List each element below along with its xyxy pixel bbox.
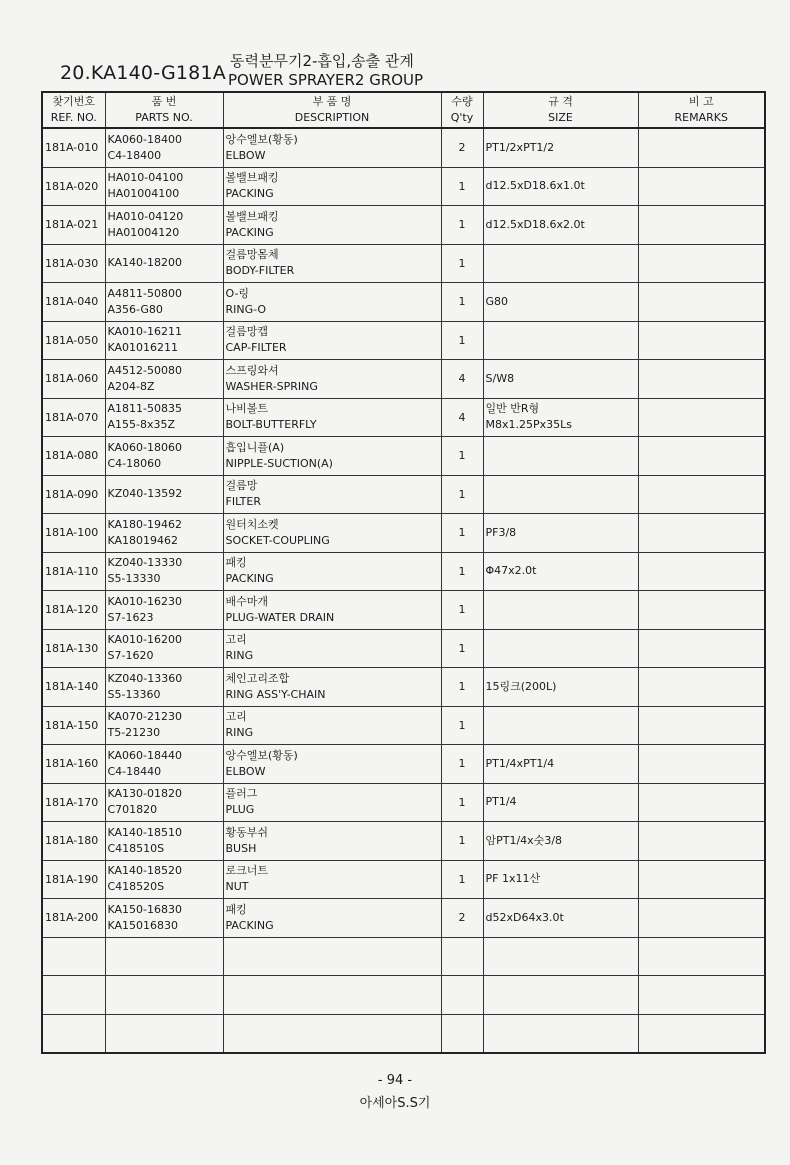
cell-line: HA01004100 xyxy=(107,187,180,201)
cell-line: O-링 xyxy=(225,286,250,300)
qty-cell: 1 xyxy=(441,706,483,745)
cell-line: PF 1x11산 xyxy=(485,872,541,886)
ref-no-cell: 181A-120 xyxy=(42,591,105,630)
cell-line: 패킹 xyxy=(225,556,247,570)
cell-line: 나비볼트 xyxy=(225,402,269,416)
remarks-cell xyxy=(638,244,765,283)
size-cell xyxy=(483,128,638,167)
cell-line: KA010-16230 xyxy=(107,594,183,608)
description-cell xyxy=(223,591,441,630)
table-row xyxy=(42,822,765,861)
cell-line: A4512-50080 xyxy=(107,363,182,377)
cell-line: HA010-04100 xyxy=(107,171,184,185)
cell-line: S5-13330 xyxy=(107,572,161,586)
cell-line: 걸름망몸체 xyxy=(225,248,279,262)
cell-line: PF3/8 xyxy=(485,525,517,539)
cell-line: G80 xyxy=(485,294,509,308)
cell-line: C701820 xyxy=(107,803,158,817)
cell-line: PLUG-WATER DRAIN xyxy=(225,610,335,624)
cell-line: 볼밸브패킹 xyxy=(225,171,279,185)
cell-line: KA140-18510 xyxy=(107,825,183,839)
qty-cell: 2 xyxy=(441,899,483,938)
parts-no-cell xyxy=(105,937,223,976)
cell-line: 원터치소켓 xyxy=(225,517,279,531)
qty-cell: 1 xyxy=(441,745,483,784)
ref-no-cell: 181A-060 xyxy=(42,360,105,399)
cell-line: 스프링와셔 xyxy=(225,363,279,377)
cell-line: T5-21230 xyxy=(107,726,161,740)
cell-line: KA01016211 xyxy=(107,341,179,355)
table-row xyxy=(42,437,765,476)
cell-line: SOCKET-COUPLING xyxy=(225,533,330,547)
remarks-cell xyxy=(638,1014,765,1053)
description-cell xyxy=(223,899,441,938)
cell-line: KA060-18400 xyxy=(107,132,183,146)
size-cell xyxy=(483,206,638,245)
qty-cell: 1 xyxy=(441,283,483,322)
cell-line: RING xyxy=(225,649,254,663)
ref-no-cell xyxy=(42,937,105,976)
cell-line: PT1/4 xyxy=(485,795,517,809)
cell-line: 흡입니플(A) xyxy=(225,440,285,454)
size-cell xyxy=(483,514,638,553)
parts-no-cell xyxy=(105,822,223,861)
ref-no-cell: 181A-170 xyxy=(42,783,105,822)
description-cell xyxy=(223,629,441,668)
parts-no-cell xyxy=(105,475,223,514)
size-cell xyxy=(483,360,638,399)
cell-line: HA01004120 xyxy=(107,225,180,239)
cell-line: KZ040-13330 xyxy=(107,556,183,570)
description-cell xyxy=(223,822,441,861)
remarks-cell xyxy=(638,745,765,784)
remarks-cell xyxy=(638,552,765,591)
qty-cell: 1 xyxy=(441,860,483,899)
parts-no-cell xyxy=(105,514,223,553)
cell-line: BOLT-BUTTERFLY xyxy=(225,418,317,432)
cell-line: KA18019462 xyxy=(107,533,179,547)
cell-line: PACKING xyxy=(225,187,274,201)
remarks-cell xyxy=(638,128,765,167)
cell-line: C418510S xyxy=(107,841,165,855)
table-row xyxy=(42,1014,765,1053)
size-cell xyxy=(483,783,638,822)
cell-line: d12.5xD18.6x1.0t xyxy=(485,179,585,193)
cell-line: KA130-01820 xyxy=(107,787,183,801)
size-cell xyxy=(483,629,638,668)
table-row xyxy=(42,552,765,591)
remarks-cell xyxy=(638,167,765,206)
parts-no-cell xyxy=(105,976,223,1015)
cell-line: KA060-18440 xyxy=(107,748,183,762)
cell-line: KA15016830 xyxy=(107,918,179,932)
table-row xyxy=(42,899,765,938)
parts-table-body xyxy=(42,128,765,1053)
cell-line: NUT xyxy=(225,880,249,894)
parts-no-cell xyxy=(105,899,223,938)
description-cell xyxy=(223,244,441,283)
cell-line: 앙수엘보(황동) xyxy=(225,132,298,146)
description-cell xyxy=(223,745,441,784)
cell-line: ELBOW xyxy=(225,764,266,778)
remarks-cell xyxy=(638,783,765,822)
description-cell xyxy=(223,360,441,399)
qty-cell xyxy=(441,1014,483,1053)
description-cell xyxy=(223,668,441,707)
size-cell xyxy=(483,668,638,707)
ref-no-cell: 181A-150 xyxy=(42,706,105,745)
cell-line: C418520S xyxy=(107,880,165,894)
company-name: 아세아S.S기 xyxy=(359,1096,431,1111)
size-cell xyxy=(483,552,638,591)
ref-no-cell: 181A-010 xyxy=(42,128,105,167)
table-row xyxy=(42,128,765,167)
cell-line: RING xyxy=(225,726,254,740)
cell-line: KA070-21230 xyxy=(107,710,183,724)
size-cell xyxy=(483,860,638,899)
cell-line: A204-8Z xyxy=(107,379,155,393)
cell-line: d52xD64x3.0t xyxy=(485,910,564,924)
description-cell xyxy=(223,167,441,206)
table-row xyxy=(42,167,765,206)
cell-line: S7-1620 xyxy=(107,649,154,663)
cell-line: KA140-18520 xyxy=(107,864,183,878)
table-row xyxy=(42,244,765,283)
size-cell xyxy=(483,1014,638,1053)
qty-cell: 1 xyxy=(441,629,483,668)
remarks-cell xyxy=(638,668,765,707)
remarks-cell xyxy=(638,321,765,360)
table-row xyxy=(42,706,765,745)
cell-line: A356-G80 xyxy=(107,302,163,316)
cell-line: S5-13360 xyxy=(107,687,161,701)
table-row xyxy=(42,668,765,707)
ref-no-cell: 181A-040 xyxy=(42,283,105,322)
page-number: - 94 - xyxy=(377,1073,413,1088)
parts-no-cell xyxy=(105,167,223,206)
remarks-cell xyxy=(638,629,765,668)
qty-cell: 1 xyxy=(441,321,483,360)
col-remarks-header: 비 고 REMARKS xyxy=(638,92,765,128)
description-cell xyxy=(223,1014,441,1053)
parts-no-cell xyxy=(105,629,223,668)
cell-line: C4-18440 xyxy=(107,764,162,778)
description-cell xyxy=(223,283,441,322)
size-cell xyxy=(483,283,638,322)
col-size-header: 규 격 SIZE xyxy=(483,92,638,128)
ref-no-cell: 181A-021 xyxy=(42,206,105,245)
group-title-korean: 동력분무기2-흡입,송출 관계 xyxy=(230,52,414,70)
cell-line: NIPPLE-SUCTION(A) xyxy=(225,456,333,470)
cell-line: KA150-16830 xyxy=(107,902,183,916)
remarks-cell xyxy=(638,860,765,899)
cell-line: 고리 xyxy=(225,710,247,724)
qty-cell: 1 xyxy=(441,437,483,476)
cell-line: RING-O xyxy=(225,302,267,316)
cell-line: 일반 반R형 xyxy=(485,402,540,416)
description-cell xyxy=(223,937,441,976)
cell-line: 볼밸브패킹 xyxy=(225,209,279,223)
cell-line: CAP-FILTER xyxy=(225,341,287,355)
cell-line: d12.5xD18.6x2.0t xyxy=(485,217,585,231)
description-cell xyxy=(223,860,441,899)
qty-cell: 1 xyxy=(441,591,483,630)
size-cell xyxy=(483,976,638,1015)
cell-line: A1811-50835 xyxy=(107,402,182,416)
ref-no-cell: 181A-050 xyxy=(42,321,105,360)
cell-line: 로크너트 xyxy=(225,864,269,878)
cell-line: KA010-16200 xyxy=(107,633,183,647)
parts-no-cell xyxy=(105,128,223,167)
cell-line: S7-1623 xyxy=(107,610,154,624)
cell-line: 고리 xyxy=(225,633,247,647)
table-row xyxy=(42,398,765,437)
description-cell xyxy=(223,398,441,437)
cell-line: 15링크(200L) xyxy=(485,679,557,693)
remarks-cell xyxy=(638,822,765,861)
qty-cell: 2 xyxy=(441,128,483,167)
remarks-cell xyxy=(638,283,765,322)
cell-line: PACKING xyxy=(225,918,274,932)
size-cell xyxy=(483,437,638,476)
ref-no-cell: 181A-190 xyxy=(42,860,105,899)
table-row xyxy=(42,860,765,899)
remarks-cell xyxy=(638,206,765,245)
cell-line: 앙수엘보(황동) xyxy=(225,748,298,762)
size-cell xyxy=(483,822,638,861)
description-cell xyxy=(223,783,441,822)
ref-no-cell: 181A-130 xyxy=(42,629,105,668)
cell-line: A4811-50800 xyxy=(107,286,182,300)
cell-line: 패킹 xyxy=(225,902,247,916)
parts-no-cell xyxy=(105,437,223,476)
cell-line: KZ040-13592 xyxy=(107,487,183,501)
cell-line: BUSH xyxy=(225,841,257,855)
parts-no-cell xyxy=(105,321,223,360)
cell-line: PT1/4xPT1/4 xyxy=(485,756,555,770)
remarks-cell xyxy=(638,437,765,476)
size-cell xyxy=(483,745,638,784)
col-description-header: 부 품 명 DESCRIPTION xyxy=(223,92,441,128)
qty-cell xyxy=(441,976,483,1015)
remarks-cell xyxy=(638,475,765,514)
description-cell xyxy=(223,976,441,1015)
size-cell xyxy=(483,244,638,283)
qty-cell: 1 xyxy=(441,167,483,206)
remarks-cell xyxy=(638,976,765,1015)
ref-no-cell: 181A-200 xyxy=(42,899,105,938)
qty-cell: 4 xyxy=(441,398,483,437)
table-row xyxy=(42,206,765,245)
qty-cell: 1 xyxy=(441,514,483,553)
description-cell xyxy=(223,128,441,167)
cell-line: FILTER xyxy=(225,495,261,509)
cell-line: C4-18060 xyxy=(107,456,162,470)
col-parts-header: 품 번 PARTS NO. xyxy=(105,92,223,128)
ref-no-cell: 181A-110 xyxy=(42,552,105,591)
size-cell xyxy=(483,937,638,976)
cell-line: PLUG xyxy=(225,803,255,817)
ref-no-cell xyxy=(42,976,105,1015)
cell-line: M8x1.25Px35Ls xyxy=(485,418,572,432)
cell-line: PACKING xyxy=(225,572,274,586)
cell-line: 암PT1/4x숫3/8 xyxy=(485,833,563,847)
parts-table xyxy=(41,91,766,1054)
parts-no-cell xyxy=(105,552,223,591)
ref-no-cell: 181A-030 xyxy=(42,244,105,283)
ref-no-cell xyxy=(42,1014,105,1053)
cell-line: PT1/2xPT1/2 xyxy=(485,140,555,154)
description-cell xyxy=(223,706,441,745)
remarks-cell xyxy=(638,937,765,976)
cell-line: BODY-FILTER xyxy=(225,264,295,278)
parts-no-cell xyxy=(105,706,223,745)
remarks-cell xyxy=(638,706,765,745)
remarks-cell xyxy=(638,591,765,630)
cell-line: 황동부쉬 xyxy=(225,825,269,839)
cell-line: KA010-16211 xyxy=(107,325,183,339)
parts-no-cell xyxy=(105,244,223,283)
description-cell xyxy=(223,552,441,591)
size-cell xyxy=(483,706,638,745)
col-qty-header: 수량 Q'ty xyxy=(441,92,483,128)
cell-line: 배수마개 xyxy=(225,594,269,608)
qty-cell: 1 xyxy=(441,206,483,245)
ref-no-cell: 181A-180 xyxy=(42,822,105,861)
qty-cell xyxy=(441,937,483,976)
parts-no-cell xyxy=(105,398,223,437)
parts-no-cell xyxy=(105,860,223,899)
col-ref-header: 찾기번호 REF. NO. xyxy=(42,92,105,128)
cell-line: S/W8 xyxy=(485,371,515,385)
parts-no-cell xyxy=(105,745,223,784)
ref-no-cell: 181A-140 xyxy=(42,668,105,707)
remarks-cell xyxy=(638,398,765,437)
cell-line: HA010-04120 xyxy=(107,209,184,223)
ref-no-cell: 181A-100 xyxy=(42,514,105,553)
table-row xyxy=(42,360,765,399)
table-row xyxy=(42,629,765,668)
description-cell xyxy=(223,437,441,476)
cell-line: RING ASS'Y-CHAIN xyxy=(225,687,326,701)
parts-no-cell xyxy=(105,1014,223,1053)
cell-line: KZ040-13360 xyxy=(107,671,183,685)
parts-no-cell xyxy=(105,206,223,245)
ref-no-cell: 181A-090 xyxy=(42,475,105,514)
table-row xyxy=(42,976,765,1015)
description-cell xyxy=(223,475,441,514)
cell-line: 걸름망 xyxy=(225,479,258,493)
size-cell xyxy=(483,398,638,437)
parts-no-cell xyxy=(105,360,223,399)
size-cell xyxy=(483,475,638,514)
cell-line: KA060-18060 xyxy=(107,440,183,454)
remarks-cell xyxy=(638,514,765,553)
table-row xyxy=(42,475,765,514)
size-cell xyxy=(483,899,638,938)
table-row xyxy=(42,783,765,822)
qty-cell: 1 xyxy=(441,783,483,822)
cell-line: 걸름망캡 xyxy=(225,325,269,339)
cell-line: KA140-18200 xyxy=(107,256,183,270)
description-cell xyxy=(223,514,441,553)
table-header-row xyxy=(42,92,765,128)
ref-no-cell: 181A-070 xyxy=(42,398,105,437)
table-row xyxy=(42,321,765,360)
cell-line: KA180-19462 xyxy=(107,517,183,531)
qty-cell: 1 xyxy=(441,668,483,707)
size-cell xyxy=(483,167,638,206)
description-cell xyxy=(223,321,441,360)
group-title-english: POWER SPRAYER2 GROUP xyxy=(228,71,424,89)
size-cell xyxy=(483,321,638,360)
description-cell xyxy=(223,206,441,245)
remarks-cell xyxy=(638,899,765,938)
cell-line: WASHER-SPRING xyxy=(225,379,318,393)
size-cell xyxy=(483,591,638,630)
parts-no-cell xyxy=(105,591,223,630)
table-row xyxy=(42,591,765,630)
group-code: 20.KA140-G181A xyxy=(60,62,226,84)
table-row xyxy=(42,745,765,784)
ref-no-cell: 181A-020 xyxy=(42,167,105,206)
cell-line: PACKING xyxy=(225,225,274,239)
parts-no-cell xyxy=(105,783,223,822)
parts-no-cell xyxy=(105,668,223,707)
qty-cell: 1 xyxy=(441,552,483,591)
cell-line: A155-8x35Z xyxy=(107,418,176,432)
table-row xyxy=(42,937,765,976)
qty-cell: 1 xyxy=(441,475,483,514)
ref-no-cell: 181A-080 xyxy=(42,437,105,476)
qty-cell: 1 xyxy=(441,822,483,861)
ref-no-cell: 181A-160 xyxy=(42,745,105,784)
cell-line: C4-18400 xyxy=(107,148,162,162)
table-row xyxy=(42,283,765,322)
qty-cell: 1 xyxy=(441,244,483,283)
cell-line: ELBOW xyxy=(225,148,266,162)
cell-line: 체인고리조합 xyxy=(225,671,290,685)
cell-line: 플러그 xyxy=(225,787,258,801)
remarks-cell xyxy=(638,360,765,399)
parts-no-cell xyxy=(105,283,223,322)
cell-line: Φ47x2.0t xyxy=(485,564,537,578)
qty-cell: 4 xyxy=(441,360,483,399)
table-row xyxy=(42,514,765,553)
